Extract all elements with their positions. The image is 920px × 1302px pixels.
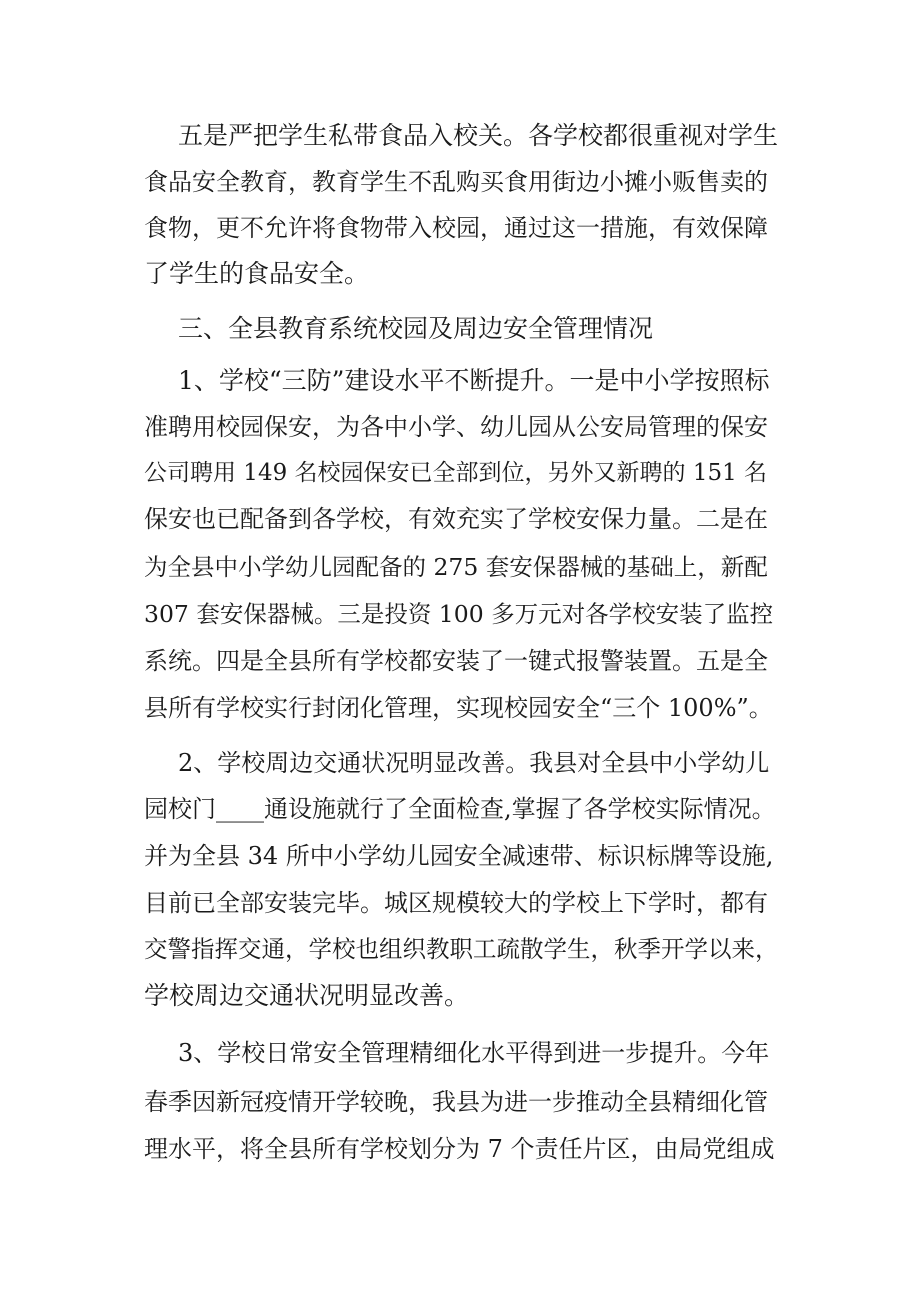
paragraph-1-line-4: 保安也已配备到各学校，有效充实了学校安保力量。二是在 bbox=[144, 505, 768, 533]
paragraph-1-line-8: 县所有学校实行封闭化管理，实现校园安全“三个 100%”。 bbox=[144, 694, 773, 722]
paragraph-3-line-3: 理水平，将全县所有学校划分为 7 个责任片区，由局党组成 bbox=[144, 1135, 775, 1163]
paragraph-2-line-4: 目前已全部安装完毕。城区规模较大的学校上下学时，都有 bbox=[144, 889, 768, 917]
paragraph-5-line-2: 食品安全教育，教育学生不乱购买食用街边小摊小贩售卖的 bbox=[144, 168, 768, 196]
paragraph-5-line-4: 了学生的食品安全。 bbox=[144, 259, 370, 288]
paragraph-2-line-3: 并为全县 34 所中小学幼儿园安全减速带、标识标牌等设施, bbox=[144, 842, 774, 870]
paragraph-1-line-7: 系统。四是全县所有学校都安装了一键式报警装置。五是全 bbox=[144, 647, 768, 675]
paragraph-1-line-2: 准聘用校园保安，为各中小学、幼儿园从公安局管理的保安 bbox=[144, 413, 768, 441]
paragraph-5-line-1: 五是严把学生私带食品入校关。各学校都很重视对学生 bbox=[178, 121, 779, 150]
paragraph-2-line-1: 2、学校周边交通状况明显改善。我县对全县中小学幼儿 bbox=[178, 749, 770, 777]
paragraph-2-line-2: 园校门____通设施就行了全面检查,掌握了各学校实际情况。 bbox=[144, 795, 776, 823]
paragraph-5-line-3: 食物，更不允许将食物带入校园，通过这一措施，有效保障 bbox=[144, 214, 768, 242]
paragraph-3-line-2: 春季因新冠疫情开学较晚，我县为进一步推动全县精细化管 bbox=[144, 1088, 768, 1116]
paragraph-3-line-1: 3、学校日常安全管理精细化水平得到进一步提升。今年 bbox=[178, 1039, 770, 1067]
paragraph-1-line-5: 为全县中小学幼儿园配备的 275 套安保器械的基础上，新配 bbox=[144, 553, 768, 581]
paragraph-1-line-3: 公司聘用 149 名校园保安已全部到位，另外又新聘的 151 名 bbox=[144, 460, 768, 486]
paragraph-1-line-1: 1、学校“三防”建设水平不断提升。一是中小学按照标 bbox=[178, 366, 770, 395]
paragraph-2-line-5: 交警指挥交通，学校也组织教职工疏散学生，秋季开学以来， bbox=[144, 935, 779, 963]
paragraph-1-line-6: 307 套安保器械。三是投资 100 多万元对各学校安装了监控 bbox=[144, 600, 774, 628]
paragraph-2-line-6: 学校周边交通状况明显改善。 bbox=[144, 981, 470, 1010]
section-heading: 三、全县教育系统校园及周边安全管理情况 bbox=[178, 314, 654, 343]
